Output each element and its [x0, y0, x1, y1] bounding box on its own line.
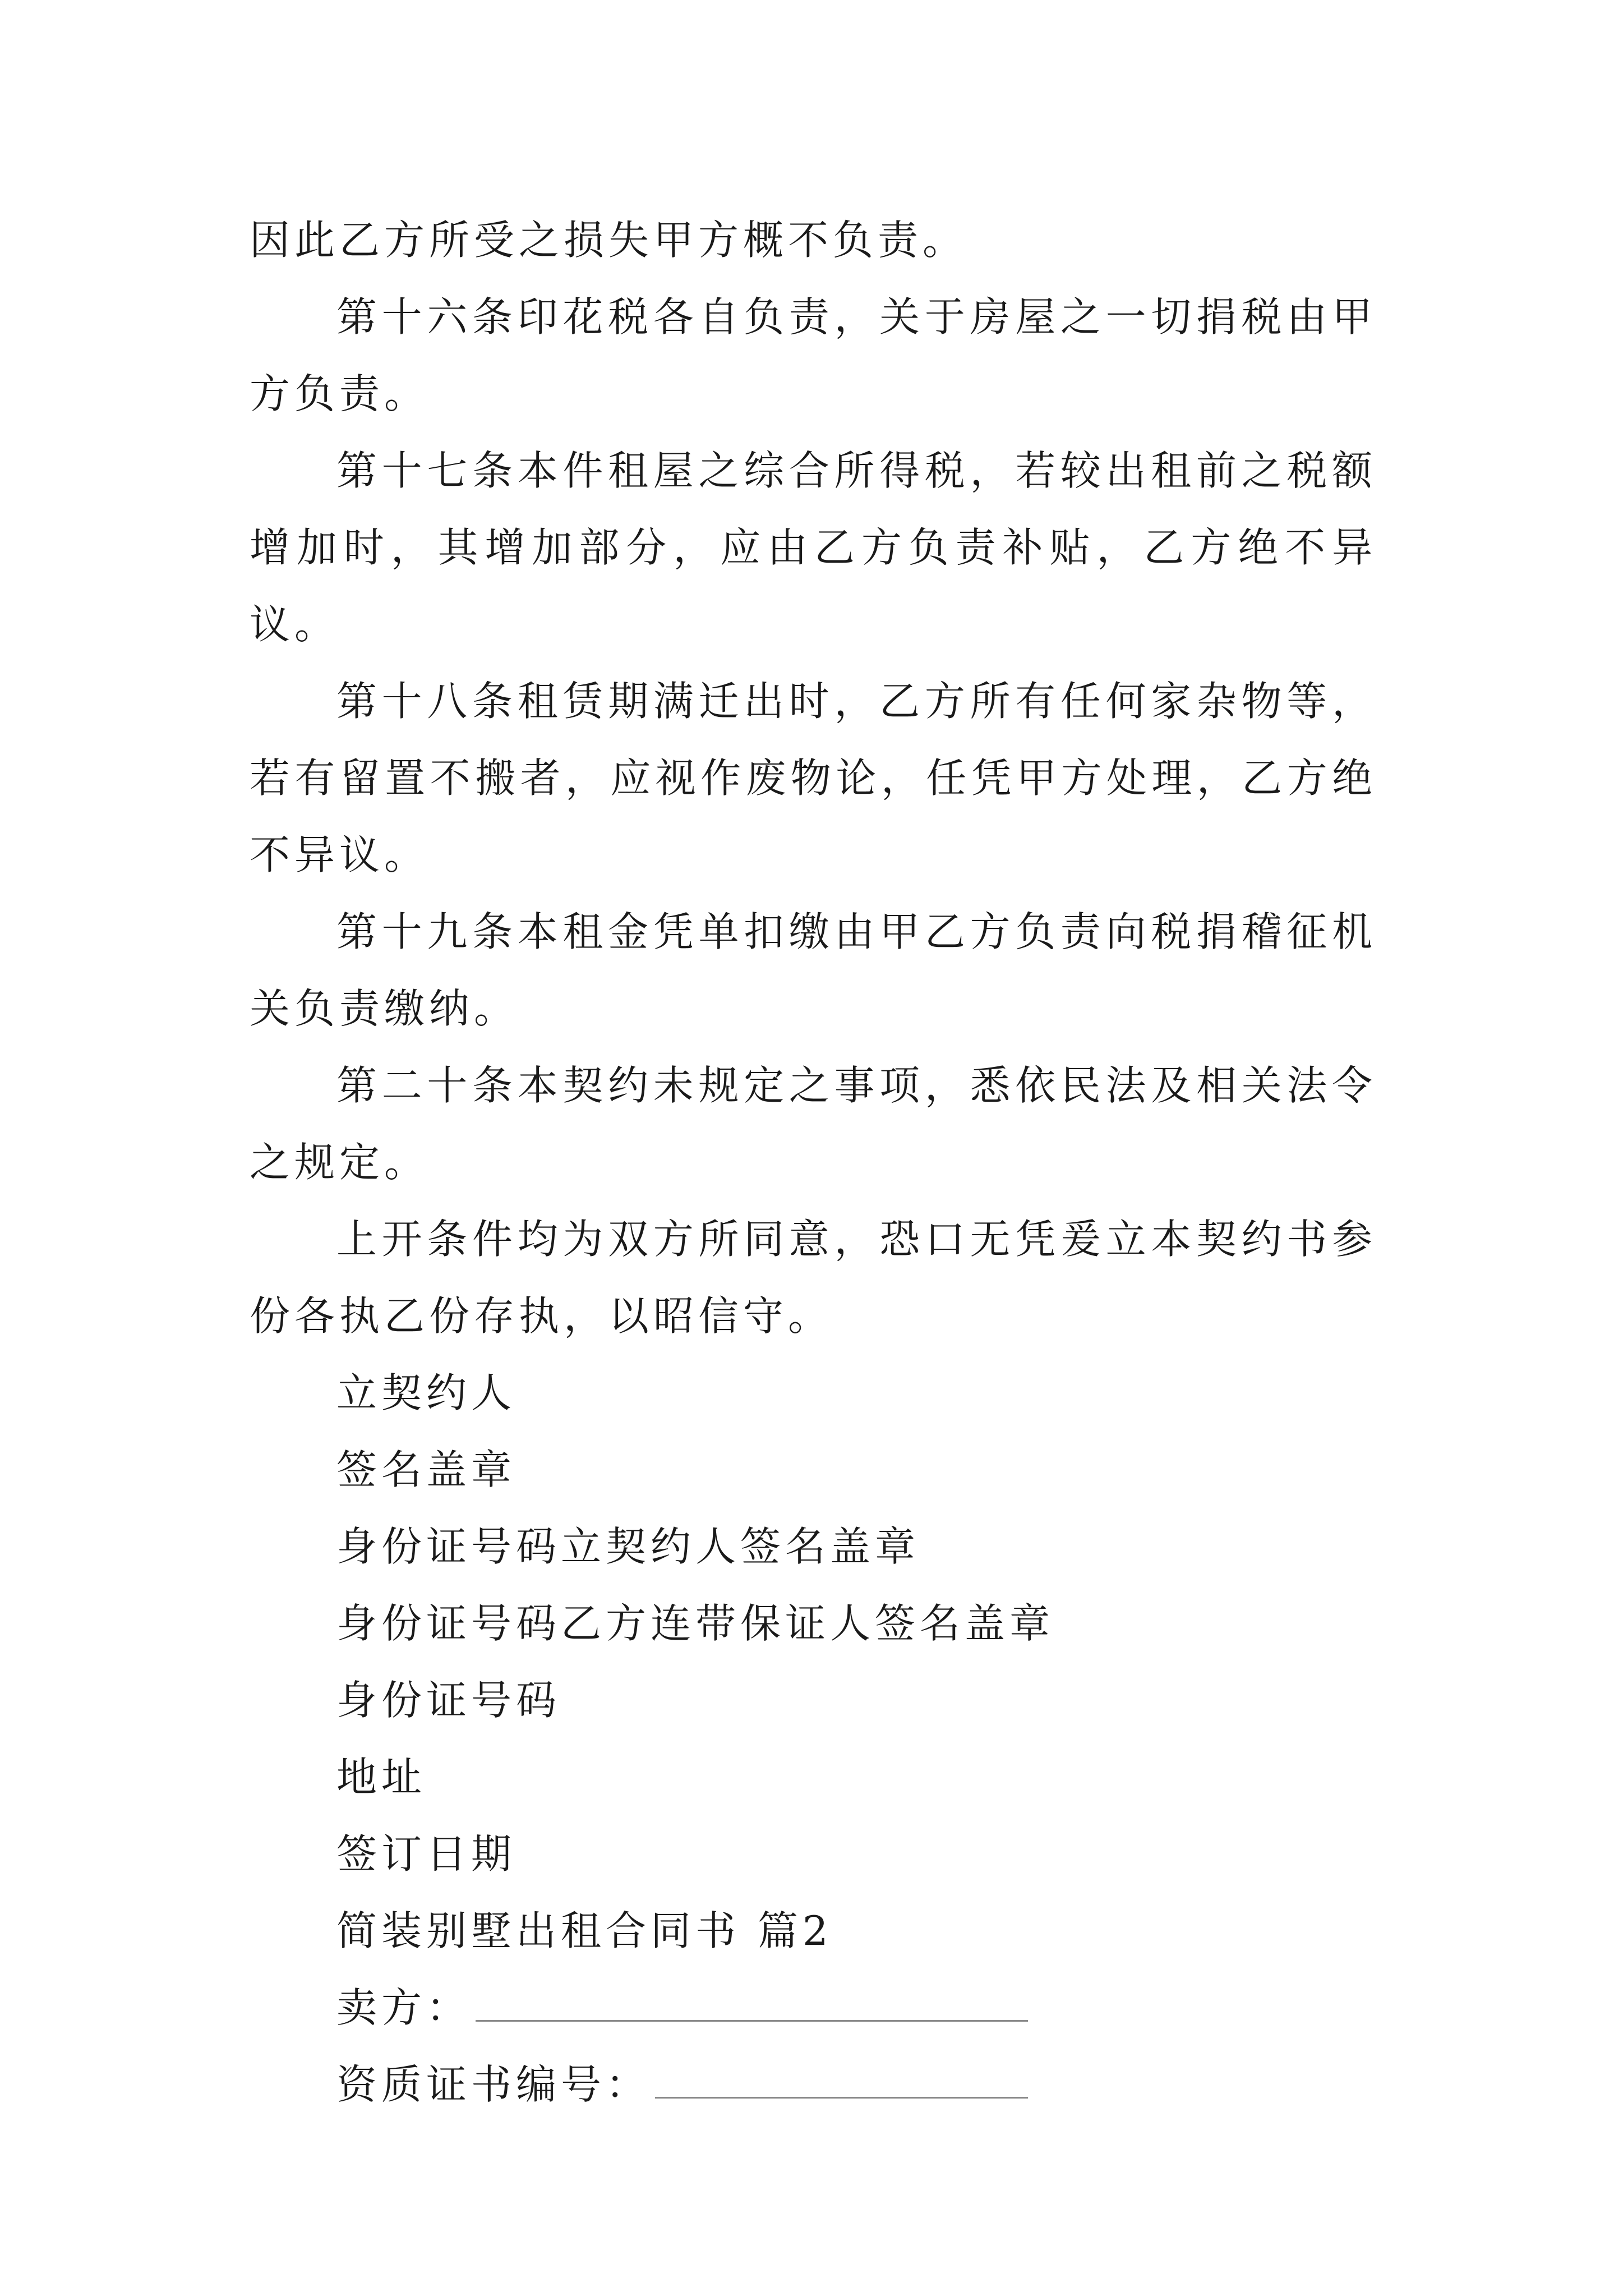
article-18: 第十八条租赁期满迁出时，乙方所有任何家杂物等，若有留置不搬者，应视作废物论，任凭甲方处理，乙方绝不异议。 — [250, 678, 1377, 878]
signature-line-sign-seal: 签名盖章 — [336, 1446, 517, 1493]
section-title: 简装别墅出租合同书 篇2 — [336, 1907, 833, 1954]
paragraph-continuation: 因此乙方所受之损失甲方概不负责。 — [250, 217, 968, 264]
signature-line-contractor: 立契约人 — [336, 1369, 517, 1416]
signature-line-id-contractor: 身份证号码立契约人签名盖章 — [336, 1523, 920, 1570]
signature-line-date: 签订日期 — [336, 1830, 517, 1878]
seller-blank-line — [476, 2019, 1028, 2022]
document-body — [250, 202, 1377, 2123]
cert-number-label: 资质证书编号： — [336, 2061, 651, 2108]
article-16: 第十六条印花税各自负责，关于房屋之一切捐税由甲方负责。 — [250, 293, 1377, 417]
article-20: 第二十条本契约未规定之事项，悉依民法及相关法令之规定。 — [250, 1062, 1377, 1186]
signature-line-id-guarantor: 身份证号码乙方连带保证人签名盖章 — [336, 1600, 1055, 1647]
closing-paragraph: 上开条件均为双方所同意，恐口无凭爰立本契约书参份各执乙份存执，以昭信守。 — [250, 1216, 1377, 1340]
seller-field — [336, 1970, 1377, 2046]
signature-line-address: 地址 — [336, 1754, 427, 1801]
seller-label: 卖方： — [336, 1984, 472, 2031]
cert-number-field — [336, 2046, 1377, 2123]
signature-line-id-number: 身份证号码 — [336, 1677, 561, 1724]
cert-number-blank-line — [655, 2096, 1028, 2099]
article-19: 第十九条本租金凭单扣缴由甲乙方负责向税捐稽征机关负责缴纳。 — [250, 908, 1377, 1032]
article-17: 第十七条本件租屋之综合所得税，若较出租前之税额增加时，其增加部分，应由乙方负责补贴，乙方绝不异议。 — [250, 447, 1377, 648]
